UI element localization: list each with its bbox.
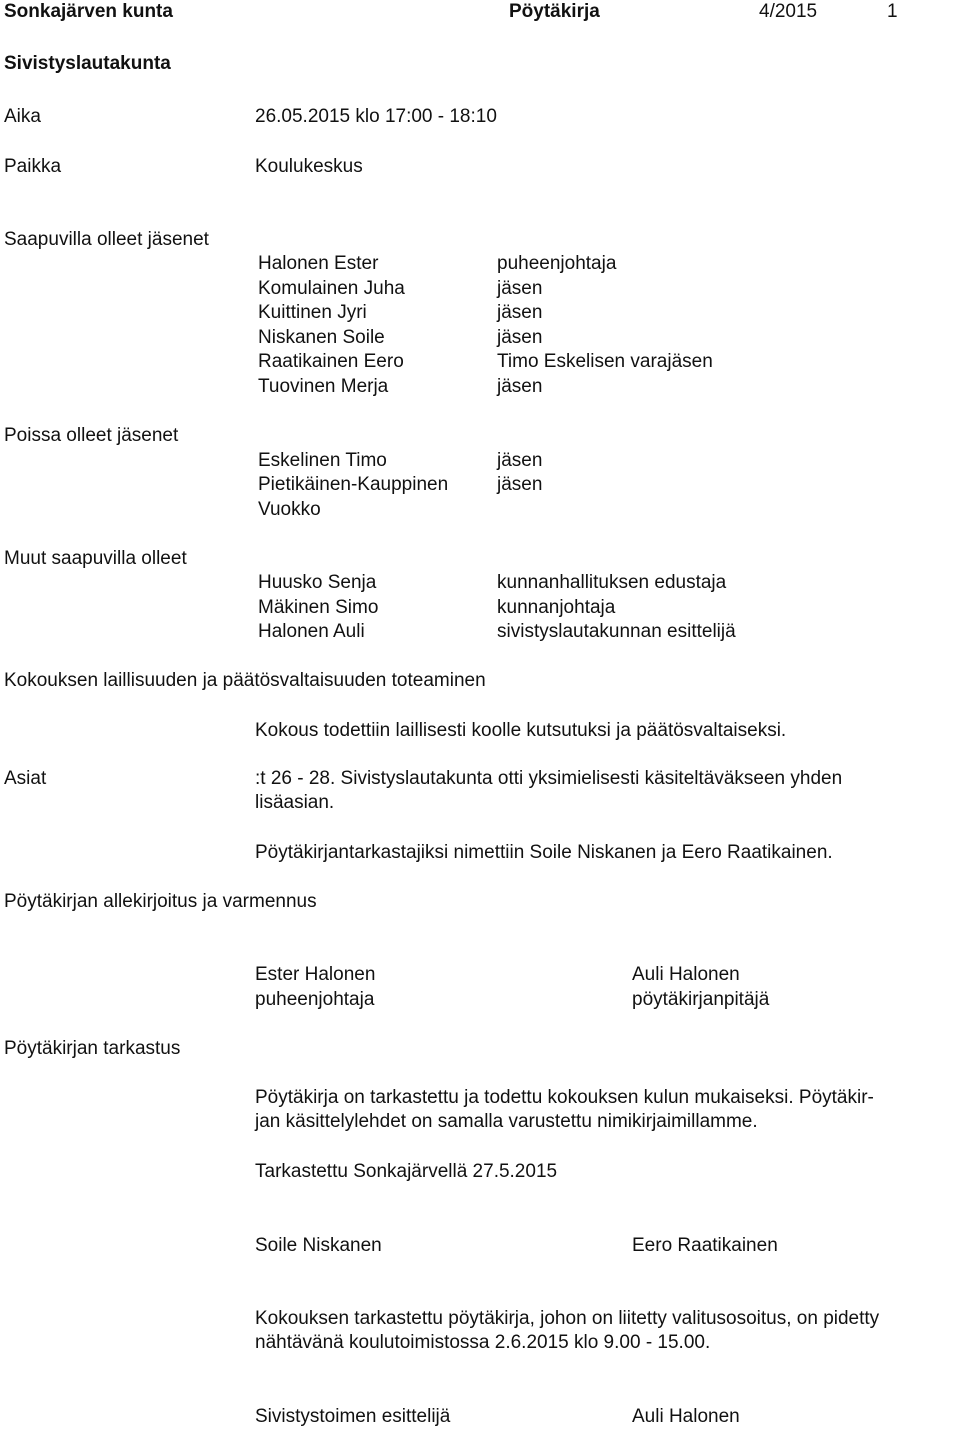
member-role: jäsen xyxy=(497,376,543,397)
signer-secretary-name: Auli Halonen xyxy=(632,964,740,985)
matters-text-line1: :t 26 - 28. Sivistyslautakunta otti yksimielisesti käsiteltäväkseen yhden xyxy=(255,768,843,789)
member-role: Timo Eskelisen varajäsen xyxy=(497,351,713,372)
member-role: jäsen xyxy=(497,474,543,495)
review-text-line2: jan käsittelylehdet on samalla varustettu nimikirjaimillamme. xyxy=(255,1111,758,1132)
board-name: Sivistyslautakunta xyxy=(4,53,171,74)
member-name: Halonen Auli xyxy=(258,621,365,642)
review-checked-place-date: Tarkastettu Sonkajärvellä 27.5.2015 xyxy=(255,1161,558,1182)
reviewers-appointed-text: Pöytäkirjantarkastajiksi nimettiin Soile Niskanen ja Eero Raatikainen. xyxy=(255,842,833,863)
member-role: kunnanhallituksen edustaja xyxy=(497,572,727,593)
review-text-line1: Pöytäkirja on tarkastettu ja todettu kokouksen kulun mukaiseksi. Pöytäkir- xyxy=(255,1087,874,1108)
member-name: Halonen Ester xyxy=(258,253,379,274)
member-role: puheenjohtaja xyxy=(497,253,617,274)
document-type: Pöytäkirja xyxy=(509,1,600,22)
display-signature-name: Auli Halonen xyxy=(632,1406,740,1427)
member-role: jäsen xyxy=(497,327,543,348)
member-name: Raatikainen Eero xyxy=(258,351,404,372)
municipality-name: Sonkajärven kunta xyxy=(4,1,173,22)
member-role: sivistyslautakunnan esittelijä xyxy=(497,621,736,642)
member-name: Tuovinen Merja xyxy=(258,376,389,397)
member-name: Eskelinen Timo xyxy=(258,450,387,471)
page-number: 1 xyxy=(887,1,898,22)
matters-label: Asiat xyxy=(4,768,47,789)
member-name: Komulainen Juha xyxy=(258,278,405,299)
place-label: Paikka xyxy=(4,156,62,177)
member-role: jäsen xyxy=(497,450,543,471)
member-role: jäsen xyxy=(497,302,543,323)
display-signature-title: Sivistystoimen esittelijä xyxy=(255,1406,451,1427)
member-name: Pietikäinen-Kauppinen xyxy=(258,474,449,495)
display-text-line2: nähtävänä koulutoimistossa 2.6.2015 klo 9.00 - 15.00. xyxy=(255,1332,711,1353)
member-name: Vuokko xyxy=(258,499,321,520)
signer-secretary-role: pöytäkirjanpitäjä xyxy=(632,989,770,1010)
document-number: 4/2015 xyxy=(759,1,818,22)
member-role: kunnanjohtaja xyxy=(497,597,616,618)
others-label: Muut saapuvilla olleet xyxy=(4,548,187,569)
matters-text-line2: lisäasian. xyxy=(255,792,335,813)
member-name: Huusko Senja xyxy=(258,572,377,593)
signer-chair-role: puheenjohtaja xyxy=(255,989,375,1010)
legality-label: Kokouksen laillisuuden ja päätösvaltaisuuden toteaminen xyxy=(4,670,486,691)
member-name: Niskanen Soile xyxy=(258,327,385,348)
time-value: 26.05.2015 klo 17:00 - 18:10 xyxy=(255,106,497,127)
member-name: Kuittinen Jyri xyxy=(258,302,367,323)
member-name: Mäkinen Simo xyxy=(258,597,379,618)
legality-text: Kokous todettiin laillisesti koolle kutsutuksi ja päätösvaltaiseksi. xyxy=(255,720,787,741)
reviewer-signature-2: Eero Raatikainen xyxy=(632,1235,778,1256)
place-value: Koulukeskus xyxy=(255,156,363,177)
display-text-line1: Kokouksen tarkastettu pöytäkirja, johon on liitetty valitusosoitus, on pidetty xyxy=(255,1308,880,1329)
member-role: jäsen xyxy=(497,278,543,299)
review-label: Pöytäkirjan tarkastus xyxy=(4,1038,181,1059)
signing-label: Pöytäkirjan allekirjoitus ja varmennus xyxy=(4,891,317,912)
reviewer-signature-1: Soile Niskanen xyxy=(255,1235,382,1256)
signer-chair-name: Ester Halonen xyxy=(255,964,376,985)
time-label: Aika xyxy=(4,106,41,127)
absent-label: Poissa olleet jäsenet xyxy=(4,425,179,446)
present-label: Saapuvilla olleet jäsenet xyxy=(4,229,209,250)
